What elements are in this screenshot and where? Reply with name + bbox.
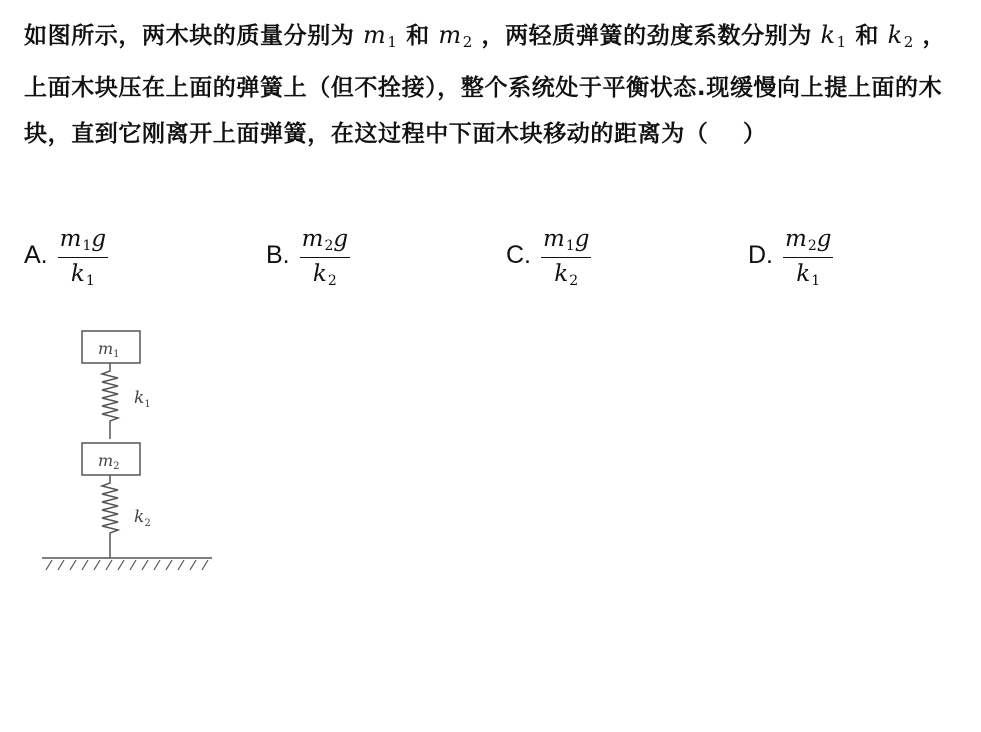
option-d-fraction: $\frac{m_2g}{k_1}$ bbox=[785, 226, 832, 290]
question-seg-3: ，两轻质弹簧的劲度系数分别为 bbox=[472, 23, 821, 49]
symbol-m1: $m_1$ bbox=[363, 21, 398, 51]
option-b-label: B. bbox=[266, 241, 290, 270]
question-text bbox=[24, 12, 964, 157]
option-a[interactable] bbox=[24, 226, 108, 289]
option-d-label: D. bbox=[748, 241, 773, 270]
symbol-k2: $k_2$ bbox=[887, 21, 914, 51]
option-c-label: C. bbox=[506, 241, 531, 270]
spring-k2 bbox=[102, 475, 118, 558]
svg-text:m1: m1 bbox=[98, 339, 120, 360]
option-a-label: A. bbox=[24, 241, 48, 270]
label-k2: $k_2$ bbox=[134, 507, 151, 529]
answer-options bbox=[24, 226, 964, 306]
question-seg-2: 和 bbox=[397, 23, 439, 49]
option-d[interactable] bbox=[748, 226, 833, 289]
block-m1 bbox=[82, 331, 140, 363]
question-seg-5: ，上面木块压在上面的弹簧上（但不拴接），整个系统处于平衡状态.现缓慢向上提上面的木块，直到它刚离开上面弹簧，在这过程中下面木块移动的距离为（ ） bbox=[24, 23, 947, 147]
spring-k1 bbox=[102, 363, 118, 439]
symbol-m2: $m_2$ bbox=[438, 21, 473, 51]
ground bbox=[42, 558, 212, 570]
question-seg-4: 和 bbox=[846, 23, 888, 49]
option-c-fraction: $\frac{m_1g}{k_2}$ bbox=[543, 226, 590, 290]
svg-text:m2: m2 bbox=[98, 451, 120, 472]
label-k1: $k_1$ bbox=[134, 388, 151, 410]
option-c[interactable] bbox=[506, 226, 591, 289]
option-b[interactable] bbox=[266, 226, 350, 289]
symbol-k1: $k_1$ bbox=[820, 21, 847, 51]
option-a-fraction: $\frac{m_1g}{k_1}$ bbox=[59, 226, 107, 290]
option-b-fraction: $\frac{m_2g}{k_2}$ bbox=[301, 226, 349, 290]
spring-block-diagram bbox=[36, 326, 226, 576]
block-m2 bbox=[82, 443, 140, 475]
question-seg-1: 如图所示，两木块的质量分别为 bbox=[24, 23, 364, 49]
